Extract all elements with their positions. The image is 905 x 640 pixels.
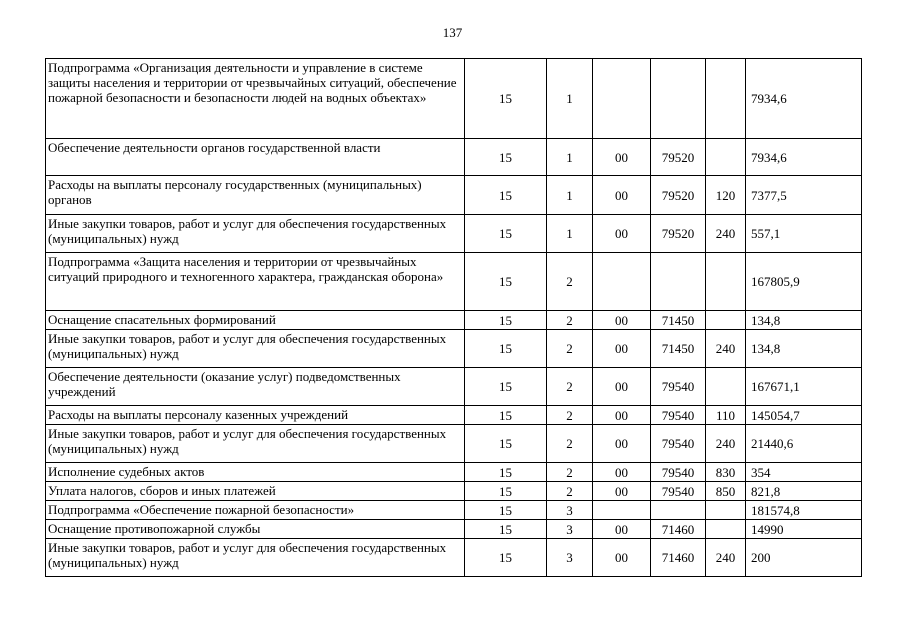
expense-type-cell: 120 bbox=[706, 176, 746, 215]
target-code-cell: 00 bbox=[593, 539, 651, 577]
target-article-cell: 79520 bbox=[651, 139, 706, 176]
table-row bbox=[46, 520, 862, 539]
amount-cell: 557,1 bbox=[746, 215, 862, 253]
section-cell: 15 bbox=[465, 59, 547, 139]
amount-cell: 7377,5 bbox=[746, 176, 862, 215]
target-code-cell: 00 bbox=[593, 215, 651, 253]
section-cell: 15 bbox=[465, 253, 547, 311]
amount-cell: 134,8 bbox=[746, 311, 862, 330]
target-article-cell: 79540 bbox=[651, 368, 706, 406]
table-row bbox=[46, 311, 862, 330]
row-name-cell: Оснащение противопожарной службы bbox=[46, 520, 465, 539]
row-name-cell: Оснащение спасательных формирований bbox=[46, 311, 465, 330]
target-code-cell bbox=[593, 501, 651, 520]
amount-cell: 181574,8 bbox=[746, 501, 862, 520]
section-cell: 15 bbox=[465, 501, 547, 520]
row-name-cell: Обеспечение деятельности (оказание услуг) подведомственных учреждений bbox=[46, 368, 465, 406]
section-cell: 15 bbox=[465, 139, 547, 176]
target-code-cell: 00 bbox=[593, 311, 651, 330]
expense-type-cell: 240 bbox=[706, 425, 746, 463]
target-article-cell: 79520 bbox=[651, 215, 706, 253]
row-name-cell: Исполнение судебных актов bbox=[46, 463, 465, 482]
row-name-cell: Подпрограмма «Обеспечение пожарной безопасности» bbox=[46, 501, 465, 520]
expense-type-cell bbox=[706, 139, 746, 176]
expense-type-cell: 110 bbox=[706, 406, 746, 425]
table-row bbox=[46, 59, 862, 139]
amount-cell: 145054,7 bbox=[746, 406, 862, 425]
subsection-cell: 2 bbox=[547, 311, 593, 330]
section-cell: 15 bbox=[465, 330, 547, 368]
amount-cell: 200 bbox=[746, 539, 862, 577]
subsection-cell: 2 bbox=[547, 482, 593, 501]
target-code-cell: 00 bbox=[593, 520, 651, 539]
amount-cell: 7934,6 bbox=[746, 139, 862, 176]
table-row bbox=[46, 425, 862, 463]
expense-type-cell bbox=[706, 520, 746, 539]
target-code-cell: 00 bbox=[593, 425, 651, 463]
subsection-cell: 1 bbox=[547, 215, 593, 253]
row-name-cell: Уплата налогов, сборов и иных платежей bbox=[46, 482, 465, 501]
row-name-cell: Обеспечение деятельности органов государственной власти bbox=[46, 139, 465, 176]
table-row bbox=[46, 406, 862, 425]
amount-cell: 354 bbox=[746, 463, 862, 482]
row-name-cell: Подпрограмма «Защита населения и территории от чрезвычайных ситуаций природного и техногенного характера, гражданская оборона» bbox=[46, 253, 465, 311]
target-code-cell: 00 bbox=[593, 406, 651, 425]
amount-cell: 7934,6 bbox=[746, 59, 862, 139]
target-code-cell bbox=[593, 59, 651, 139]
row-name-cell: Расходы на выплаты персоналу казенных учреждений bbox=[46, 406, 465, 425]
expense-type-cell: 240 bbox=[706, 215, 746, 253]
subsection-cell: 2 bbox=[547, 253, 593, 311]
budget-table bbox=[45, 58, 862, 577]
target-article-cell bbox=[651, 501, 706, 520]
subsection-cell: 3 bbox=[547, 520, 593, 539]
target-code-cell: 00 bbox=[593, 139, 651, 176]
expense-type-cell bbox=[706, 368, 746, 406]
section-cell: 15 bbox=[465, 425, 547, 463]
subsection-cell: 2 bbox=[547, 425, 593, 463]
row-name-cell: Иные закупки товаров, работ и услуг для обеспечения государственных (муниципальных) нужд bbox=[46, 330, 465, 368]
target-code-cell: 00 bbox=[593, 330, 651, 368]
subsection-cell: 2 bbox=[547, 406, 593, 425]
amount-cell: 21440,6 bbox=[746, 425, 862, 463]
target-code-cell: 00 bbox=[593, 482, 651, 501]
subsection-cell: 3 bbox=[547, 501, 593, 520]
target-article-cell bbox=[651, 59, 706, 139]
amount-cell: 14990 bbox=[746, 520, 862, 539]
row-name-cell: Иные закупки товаров, работ и услуг для обеспечения государственных (муниципальных) нужд bbox=[46, 425, 465, 463]
target-article-cell: 79540 bbox=[651, 425, 706, 463]
subsection-cell: 2 bbox=[547, 330, 593, 368]
table-row bbox=[46, 482, 862, 501]
section-cell: 15 bbox=[465, 463, 547, 482]
section-cell: 15 bbox=[465, 368, 547, 406]
section-cell: 15 bbox=[465, 176, 547, 215]
expense-type-cell: 830 bbox=[706, 463, 746, 482]
section-cell: 15 bbox=[465, 482, 547, 501]
expense-type-cell bbox=[706, 311, 746, 330]
table-row bbox=[46, 176, 862, 215]
target-article-cell: 71460 bbox=[651, 539, 706, 577]
amount-cell: 821,8 bbox=[746, 482, 862, 501]
expense-type-cell: 240 bbox=[706, 330, 746, 368]
target-article-cell: 79540 bbox=[651, 406, 706, 425]
target-article-cell: 79540 bbox=[651, 463, 706, 482]
table-row bbox=[46, 368, 862, 406]
table-row bbox=[46, 253, 862, 311]
section-cell: 15 bbox=[465, 215, 547, 253]
table-row bbox=[46, 463, 862, 482]
expense-type-cell bbox=[706, 501, 746, 520]
target-article-cell: 71460 bbox=[651, 520, 706, 539]
section-cell: 15 bbox=[465, 311, 547, 330]
expense-type-cell: 850 bbox=[706, 482, 746, 501]
row-name-cell: Иные закупки товаров, работ и услуг для обеспечения государственных (муниципальных) нужд bbox=[46, 539, 465, 577]
expense-type-cell bbox=[706, 253, 746, 311]
subsection-cell: 1 bbox=[547, 176, 593, 215]
page-number: 137 bbox=[442, 25, 463, 40]
target-code-cell: 00 bbox=[593, 463, 651, 482]
subsection-cell: 2 bbox=[547, 368, 593, 406]
section-cell: 15 bbox=[465, 520, 547, 539]
target-article-cell: 71450 bbox=[651, 311, 706, 330]
expense-type-cell bbox=[706, 59, 746, 139]
table-row bbox=[46, 139, 862, 176]
subsection-cell: 1 bbox=[547, 59, 593, 139]
table-row bbox=[46, 330, 862, 368]
budget-table-body bbox=[46, 59, 862, 577]
subsection-cell: 2 bbox=[547, 463, 593, 482]
table-row bbox=[46, 501, 862, 520]
subsection-cell: 1 bbox=[547, 139, 593, 176]
subsection-cell: 3 bbox=[547, 539, 593, 577]
section-cell: 15 bbox=[465, 406, 547, 425]
section-cell: 15 bbox=[465, 539, 547, 577]
row-name-cell: Подпрограмма «Организация деятельности и управление в системе защиты населения и территории от чрезвычайных ситуаций, обеспечение пожарной безопасности и безопасности людей на водных объектах» bbox=[46, 59, 465, 139]
table-row bbox=[46, 539, 862, 577]
target-article-cell bbox=[651, 253, 706, 311]
table-row bbox=[46, 215, 862, 253]
row-name-cell: Расходы на выплаты персоналу государственных (муниципальных) органов bbox=[46, 176, 465, 215]
amount-cell: 167671,1 bbox=[746, 368, 862, 406]
target-article-cell: 71450 bbox=[651, 330, 706, 368]
target-code-cell: 00 bbox=[593, 368, 651, 406]
amount-cell: 134,8 bbox=[746, 330, 862, 368]
target-code-cell: 00 bbox=[593, 176, 651, 215]
target-article-cell: 79520 bbox=[651, 176, 706, 215]
row-name-cell: Иные закупки товаров, работ и услуг для обеспечения государственных (муниципальных) нужд bbox=[46, 215, 465, 253]
amount-cell: 167805,9 bbox=[746, 253, 862, 311]
expense-type-cell: 240 bbox=[706, 539, 746, 577]
target-article-cell: 79540 bbox=[651, 482, 706, 501]
target-code-cell bbox=[593, 253, 651, 311]
